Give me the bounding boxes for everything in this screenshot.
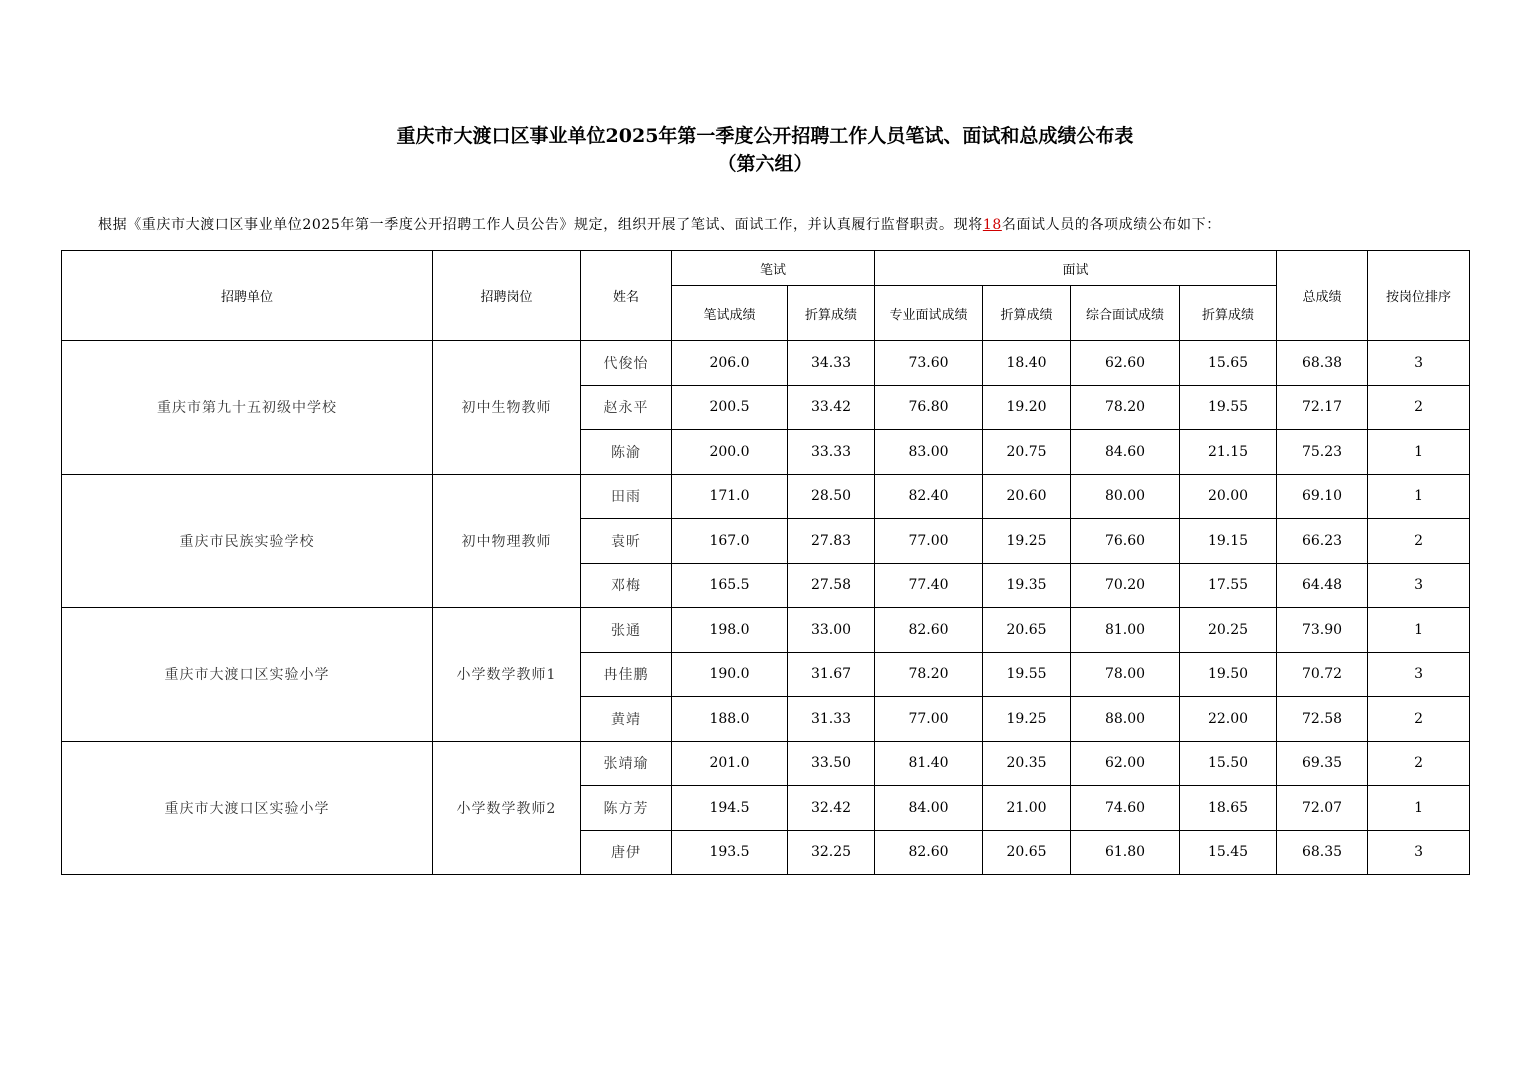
title-line-1: 重庆市大渡口区事业单位2025年第一季度公开招聘工作人员笔试、面试和总成绩公布表	[396, 125, 1134, 147]
cell-written: 206.0	[672, 341, 788, 386]
cell-written-converted: 32.25	[788, 830, 875, 875]
cell-name: 邓梅	[581, 563, 672, 608]
cell-written-converted: 27.58	[788, 563, 875, 608]
table-row	[62, 741, 1470, 786]
cell-comp-converted: 21.15	[1180, 430, 1277, 475]
cell-name: 陈渝	[581, 430, 672, 475]
cell-comp-converted: 20.00	[1180, 474, 1277, 519]
cell-rank: 3	[1368, 652, 1470, 697]
cell-written-converted: 33.33	[788, 430, 875, 475]
cell-comp-converted: 19.55	[1180, 385, 1277, 430]
cell-comp-interview: 70.20	[1071, 563, 1180, 608]
cell-pro-interview: 77.00	[875, 519, 983, 564]
cell-rank: 2	[1368, 697, 1470, 742]
cell-pro-converted: 18.40	[983, 341, 1071, 386]
cell-written: 190.0	[672, 652, 788, 697]
header-written-converted: 折算成绩	[788, 286, 875, 341]
cell-rank: 2	[1368, 741, 1470, 786]
intro-text-after: 名面试人员的各项成绩公布如下：	[1001, 217, 1221, 233]
cell-name: 张通	[581, 608, 672, 653]
header-row-1	[62, 251, 1470, 286]
header-unit: 招聘单位	[62, 251, 433, 341]
cell-rank: 1	[1368, 786, 1470, 831]
cell-pro-converted: 20.35	[983, 741, 1071, 786]
cell-comp-interview: 78.20	[1071, 385, 1180, 430]
cell-comp-converted: 15.50	[1180, 741, 1277, 786]
header-total: 总成绩	[1277, 251, 1368, 341]
cell-total: 69.35	[1277, 741, 1368, 786]
cell-pro-interview: 77.00	[875, 697, 983, 742]
cell-pro-converted: 19.35	[983, 563, 1071, 608]
cell-total: 64.48	[1277, 563, 1368, 608]
cell-rank: 2	[1368, 519, 1470, 564]
cell-total: 68.38	[1277, 341, 1368, 386]
cell-name: 赵永平	[581, 385, 672, 430]
cell-pro-interview: 76.80	[875, 385, 983, 430]
cell-written: 188.0	[672, 697, 788, 742]
header-name: 姓名	[581, 251, 672, 341]
header-pro-converted: 折算成绩	[983, 286, 1071, 341]
cell-name: 冉佳鹏	[581, 652, 672, 697]
cell-total: 72.07	[1277, 786, 1368, 831]
cell-comp-converted: 17.55	[1180, 563, 1277, 608]
cell-rank: 3	[1368, 563, 1470, 608]
cell-comp-interview: 80.00	[1071, 474, 1180, 519]
cell-name: 袁昕	[581, 519, 672, 564]
cell-post: 初中物理教师	[433, 474, 581, 608]
cell-pro-interview: 78.20	[875, 652, 983, 697]
cell-total: 68.35	[1277, 830, 1368, 875]
header-rank: 按岗位排序	[1368, 251, 1470, 341]
cell-rank: 1	[1368, 608, 1470, 653]
cell-name: 陈方芳	[581, 786, 672, 831]
cell-unit: 重庆市民族实验学校	[62, 474, 433, 608]
cell-name: 张靖瑜	[581, 741, 672, 786]
cell-written: 198.0	[672, 608, 788, 653]
cell-written-converted: 31.67	[788, 652, 875, 697]
cell-comp-converted: 22.00	[1180, 697, 1277, 742]
cell-name: 代俊怡	[581, 341, 672, 386]
cell-comp-interview: 76.60	[1071, 519, 1180, 564]
cell-post: 小学数学教师2	[433, 741, 581, 875]
scores-table	[61, 250, 1470, 875]
cell-pro-interview: 82.60	[875, 608, 983, 653]
cell-rank: 3	[1368, 830, 1470, 875]
cell-written: 200.5	[672, 385, 788, 430]
cell-comp-interview: 84.60	[1071, 430, 1180, 475]
cell-comp-interview: 88.00	[1071, 697, 1180, 742]
header-post: 招聘岗位	[433, 251, 581, 341]
cell-pro-interview: 82.60	[875, 830, 983, 875]
cell-comp-interview: 78.00	[1071, 652, 1180, 697]
cell-pro-interview: 82.40	[875, 474, 983, 519]
cell-rank: 3	[1368, 341, 1470, 386]
cell-written: 200.0	[672, 430, 788, 475]
cell-comp-interview: 74.60	[1071, 786, 1180, 831]
cell-comp-converted: 19.50	[1180, 652, 1277, 697]
cell-post: 初中生物教师	[433, 341, 581, 475]
cell-comp-converted: 18.65	[1180, 786, 1277, 831]
cell-total: 70.72	[1277, 652, 1368, 697]
cell-written: 171.0	[672, 474, 788, 519]
cell-total: 72.17	[1277, 385, 1368, 430]
cell-written-converted: 31.33	[788, 697, 875, 742]
cell-written: 201.0	[672, 741, 788, 786]
cell-total: 75.23	[1277, 430, 1368, 475]
cell-pro-interview: 73.60	[875, 341, 983, 386]
cell-pro-converted: 20.65	[983, 830, 1071, 875]
cell-comp-converted: 19.15	[1180, 519, 1277, 564]
cell-written-converted: 32.42	[788, 786, 875, 831]
cell-comp-converted: 20.25	[1180, 608, 1277, 653]
cell-pro-interview: 77.40	[875, 563, 983, 608]
cell-total: 72.58	[1277, 697, 1368, 742]
cell-pro-converted: 19.55	[983, 652, 1071, 697]
cell-pro-converted: 19.25	[983, 519, 1071, 564]
cell-pro-converted: 19.20	[983, 385, 1071, 430]
cell-rank: 1	[1368, 430, 1470, 475]
header-written-score: 笔试成绩	[672, 286, 788, 341]
cell-name: 唐伊	[581, 830, 672, 875]
cell-rank: 1	[1368, 474, 1470, 519]
cell-pro-converted: 21.00	[983, 786, 1071, 831]
cell-comp-converted: 15.65	[1180, 341, 1277, 386]
table-row	[62, 474, 1470, 519]
table-row	[62, 341, 1470, 386]
cell-unit: 重庆市大渡口区实验小学	[62, 608, 433, 742]
cell-written-converted: 33.42	[788, 385, 875, 430]
cell-comp-converted: 15.45	[1180, 830, 1277, 875]
intro-paragraph	[98, 214, 1221, 234]
cell-written-converted: 27.83	[788, 519, 875, 564]
header-interview-group: 面试	[875, 251, 1277, 286]
cell-pro-converted: 20.60	[983, 474, 1071, 519]
cell-pro-interview: 84.00	[875, 786, 983, 831]
cell-pro-interview: 81.40	[875, 741, 983, 786]
cell-rank: 2	[1368, 385, 1470, 430]
document-title	[0, 122, 1520, 178]
intro-text-before: 根据《重庆市大渡口区事业单位2025年第一季度公开招聘工作人员公告》规定，组织开展了笔试、面试工作，并认真履行监督职责。现将	[98, 217, 983, 233]
header-comp-converted: 折算成绩	[1180, 286, 1277, 341]
cell-post: 小学数学教师1	[433, 608, 581, 742]
cell-comp-interview: 61.80	[1071, 830, 1180, 875]
cell-written: 165.5	[672, 563, 788, 608]
cell-written: 194.5	[672, 786, 788, 831]
cell-unit: 重庆市第九十五初级中学校	[62, 341, 433, 475]
cell-written-converted: 28.50	[788, 474, 875, 519]
cell-name: 黄靖	[581, 697, 672, 742]
header-pro-interview: 专业面试成绩	[875, 286, 983, 341]
cell-comp-interview: 62.00	[1071, 741, 1180, 786]
cell-written: 167.0	[672, 519, 788, 564]
header-comp-interview: 综合面试成绩	[1071, 286, 1180, 341]
table-row	[62, 608, 1470, 653]
cell-written-converted: 33.50	[788, 741, 875, 786]
cell-written: 193.5	[672, 830, 788, 875]
header-written-group: 笔试	[672, 251, 875, 286]
cell-comp-interview: 81.00	[1071, 608, 1180, 653]
cell-total: 66.23	[1277, 519, 1368, 564]
cell-total: 69.10	[1277, 474, 1368, 519]
cell-comp-interview: 62.60	[1071, 341, 1180, 386]
cell-written-converted: 33.00	[788, 608, 875, 653]
title-line-2: （第六组）	[717, 153, 813, 175]
cell-pro-converted: 20.75	[983, 430, 1071, 475]
cell-unit: 重庆市大渡口区实验小学	[62, 741, 433, 875]
cell-name: 田雨	[581, 474, 672, 519]
cell-pro-interview: 83.00	[875, 430, 983, 475]
intro-count: 18	[982, 217, 1002, 233]
cell-written-converted: 34.33	[788, 341, 875, 386]
cell-pro-converted: 20.65	[983, 608, 1071, 653]
cell-total: 73.90	[1277, 608, 1368, 653]
cell-pro-converted: 19.25	[983, 697, 1071, 742]
